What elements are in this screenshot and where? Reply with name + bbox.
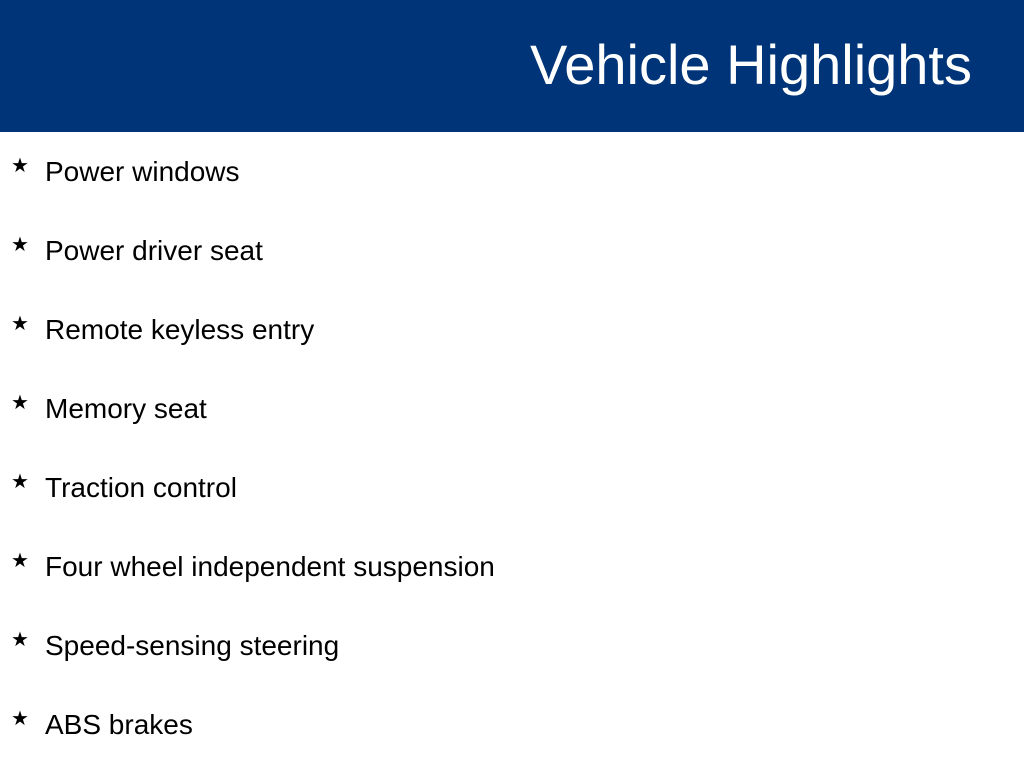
star-icon: ★	[11, 629, 29, 651]
star-icon: ★	[11, 313, 29, 335]
feature-label: Memory seat	[45, 393, 207, 424]
feature-label: Four wheel independent suspension	[45, 551, 495, 582]
feature-label: Speed-sensing steering	[45, 630, 340, 661]
feature-label: Traction control	[45, 472, 237, 503]
feature-label: Power windows	[45, 156, 240, 187]
star-icon: ★	[11, 471, 29, 493]
feature-label: Remote keyless entry	[45, 314, 315, 345]
feature-label: Power driver seat	[45, 235, 263, 266]
star-icon: ★	[11, 550, 29, 572]
star-icon: ★	[11, 155, 29, 177]
feature-label: ABS brakes	[45, 709, 193, 740]
star-icon: ★	[11, 708, 29, 730]
page-title: Vehicle Highlights	[529, 33, 972, 96]
header-bar	[0, 0, 1024, 132]
star-icon: ★	[11, 234, 29, 256]
star-icon: ★	[11, 392, 29, 414]
